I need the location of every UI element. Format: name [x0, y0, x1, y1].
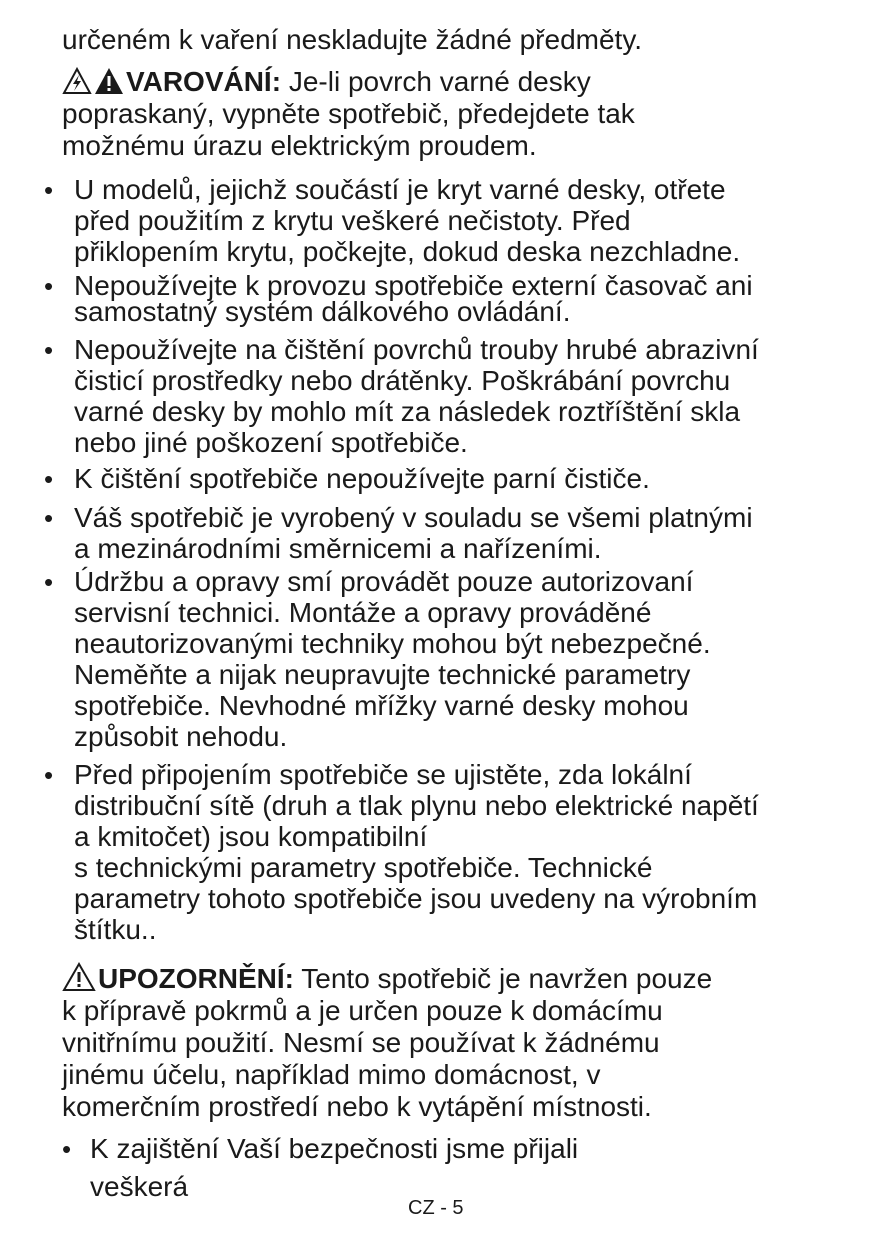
warning-outline-icon	[62, 67, 92, 102]
bullet-line: a mezinárodními směrnicemi a nařízeními.	[74, 533, 602, 564]
bullet-line: Údržbu a opravy smí provádět pouze autorizovaní	[74, 566, 694, 597]
warning-upozorneni-line: jinému účelu, například mimo domácnost, v	[62, 1059, 601, 1090]
bullet-line: K čištění spotřebiče nepoužívejte parní čističe.	[74, 463, 650, 494]
bullet-marker: •	[44, 503, 54, 533]
warning-upozorneni-line: vnitřnímu použití. Nesmí se používat k žádnému	[62, 1027, 660, 1058]
bullet-line: varné desky by mohlo mít za následek roztříštění skla	[74, 396, 741, 427]
bullet-line: servisní technici. Montáže a opravy prováděné	[74, 597, 652, 628]
bullet-line: čisticí prostředky nebo drátěnky. Poškrábání povrchu	[74, 365, 731, 396]
bullet-line: nebo jiné poškození spotřebiče.	[74, 427, 468, 458]
warning-upozorneni-first-line	[62, 962, 712, 999]
warning-varovani-text: Je-li povrch varné desky	[281, 66, 591, 97]
bullet-line: štítku..	[74, 914, 157, 945]
bullet-line: Před připojením spotřebiče se ujistěte, zda lokální	[74, 759, 692, 790]
bullet-marker: •	[44, 175, 54, 205]
bullet-line: U modelů, jejichž součástí je kryt varné desky, otřete	[74, 174, 726, 205]
bullet-line: distribuční sítě (druh a tlak plynu nebo elektrické napětí	[74, 790, 759, 821]
bullet-line: způsobit nehodu.	[74, 721, 288, 752]
warning-upozorneni-text: Tento spotřebič je navržen pouze	[294, 963, 713, 994]
bullet-line: Nepoužívejte k provozu spotřebiče externí časovač ani	[74, 270, 753, 301]
bullet-line: Neměňte a nijak neupravujte technické parametry	[74, 659, 691, 690]
bullet-marker: •	[44, 760, 54, 790]
bullet-line: spotřebiče. Nevhodné mřížky varné desky mohou	[74, 690, 689, 721]
bullet-line: před použitím z krytu veškeré nečistoty. Před	[74, 205, 631, 236]
bullet-marker: •	[44, 335, 54, 365]
warning-varovani-line: možnému úrazu elektrickým proudem.	[62, 130, 537, 161]
bullet-marker: •	[62, 1134, 72, 1164]
bullet-line: Nepoužívejte na čištění povrchů trouby hrubé abrazivní	[74, 334, 759, 365]
bullet-marker: •	[44, 271, 54, 301]
warning-upozorneni-label: UPOZORNĚNÍ:	[98, 963, 294, 994]
warning-upozorneni-line: komerčním prostředí nebo k vytápění místnosti.	[62, 1091, 652, 1122]
warning-triangle-icon	[62, 962, 96, 999]
bullet-line: s technickými parametry spotřebiče. Technické	[74, 852, 653, 883]
warning-upozorneni-line: k přípravě pokrmů a je určen pouze k domácímu	[62, 995, 663, 1026]
bullet-line: Váš spotřebič je vyrobený v souladu se všemi platnými	[74, 502, 753, 533]
warning-varovani-label: VAROVÁNÍ:	[126, 66, 282, 97]
intro-line: určeném k vaření neskladujte žádné předměty.	[62, 24, 643, 55]
bullet-line: samostatný systém dálkového ovládání.	[74, 296, 571, 327]
bullet-line: neautorizovanými techniky mohou být nebezpečné.	[74, 628, 711, 659]
warning-filled-icon	[94, 67, 124, 102]
bullet-marker: •	[44, 567, 54, 597]
bullet-line: přiklopením krytu, počkejte, dokud deska nezchladne.	[74, 236, 741, 267]
bullet-line: veškerá	[90, 1171, 189, 1202]
bullet-line: K zajištění Vaší bezpečnosti jsme přijali	[90, 1133, 579, 1164]
bullet-line: parametry tohoto spotřebiče jsou uvedeny na výrobním	[74, 883, 758, 914]
bullet-marker: •	[44, 464, 54, 494]
bullet-line: a kmitočet) jsou kompatibilní	[74, 821, 428, 852]
warning-varovani-line: popraskaný, vypněte spotřebič, předejdete tak	[62, 98, 635, 129]
page-number: CZ - 5	[408, 1197, 464, 1219]
warning-varovani-first-line	[62, 66, 591, 102]
